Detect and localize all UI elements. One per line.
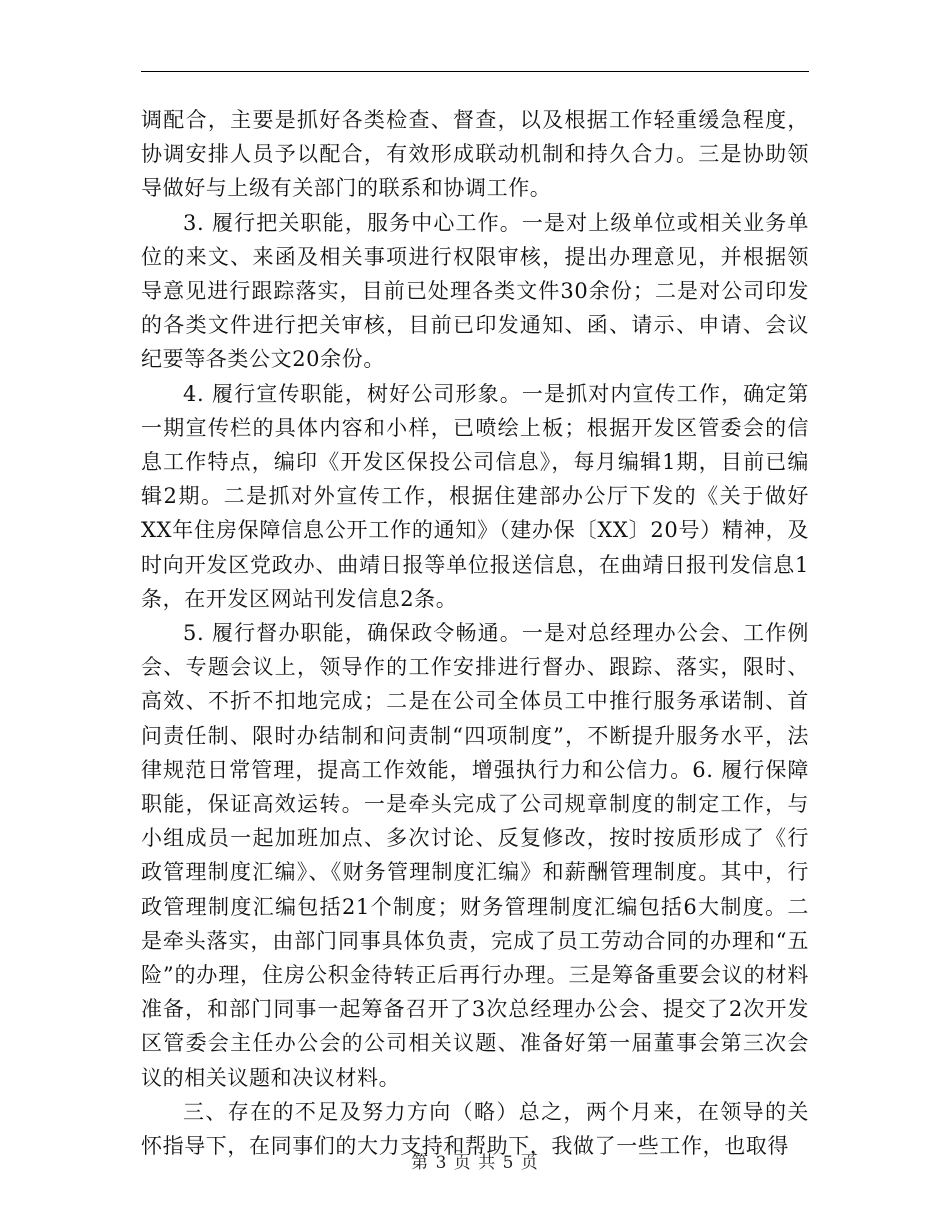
paragraph: 4. 履行宣传职能，树好公司形象。一是抓对内宣传工作，确定第一期宣传栏的具体内容和小样，已喷绘上板；根据开发区管委会的信息工作特点，编印《开发区保投公司信息》，每月编辑1期，目前已编辑2期。二是抓对外宣传工作，根据住建部办公厅下发的《关于做好XX年住房保障信息公开工作的通知》（建办保〔XX〕20号）精神，及时向开发区党政办、曲靖日报等单位报送信息，在曲靖日报刊发信息1条，在开发区网站刊发信息2条。 <box>141 381 809 611</box>
paragraph: 调配合，主要是抓好各类检查、督查，以及根据工作轻重缓急程度，协调安排人员予以配合，有效形成联动机制和持久合力。三是协助领导做好与上级有关部门的联系和协调工作。 <box>141 108 809 201</box>
paragraph: 3. 履行把关职能，服务中心工作。一是对上级单位或相关业务单位的来文、来函及相关事项进行权限审核，提出办理意见，并根据领导意见进行跟踪落实，目前已处理各类文件30余份；二是对公司印发的各类文件进行把关审核，目前已印发通知、函、请示、申请、会议纪要等各类公文20余份。 <box>141 210 809 372</box>
header-rule <box>141 71 809 72</box>
page-footer: 第 3 页 共 5 页 <box>411 1153 539 1173</box>
document-body <box>141 103 809 1163</box>
paragraph: 5. 履行督办职能，确保政令畅通。一是对总经理办公会、工作例会、专题会议上，领导作的工作安排进行督办、跟踪、落实，限时、高效、不折不扣地完成；二是在公司全体员工中推行服务承诺制、首问责任制、限时办结制和问责制“四项制度”，不断提升服务水平，法律规范日常管理，提高工作效能，增强执行力和公信力。6. 履行保障职能，保证高效运转。一是牵头完成了公司规章制度的制定工作，与小组成员一起加班加点、多次讨论、反复修改，按时按质形成了《行政管理制度汇编》、《财务管理制度汇编》和薪酬管理制度。其中，行政管理制度汇编包括21个制度；财务管理制度汇编包括6大制度。二是牵头落实，由部门同事具体负责，完成了员工劳动合同的办理和“五险”的办理，住房公积金待转正后再行办理。三是筹备重要会议的材料准备，和部门同事一起筹备召开了3次总经理办公会、提交了2次开发区管委会主任办公会的公司相关议题、准备好第一届董事会第三次会议的相关议题和决议材料。 <box>141 621 809 1090</box>
paragraph: 三、存在的不足及努力方向（略）总之，两个月来，在领导的关怀指导下，在同事们的大力支持和帮助下，我做了一些工作，也取得 <box>141 1099 809 1159</box>
